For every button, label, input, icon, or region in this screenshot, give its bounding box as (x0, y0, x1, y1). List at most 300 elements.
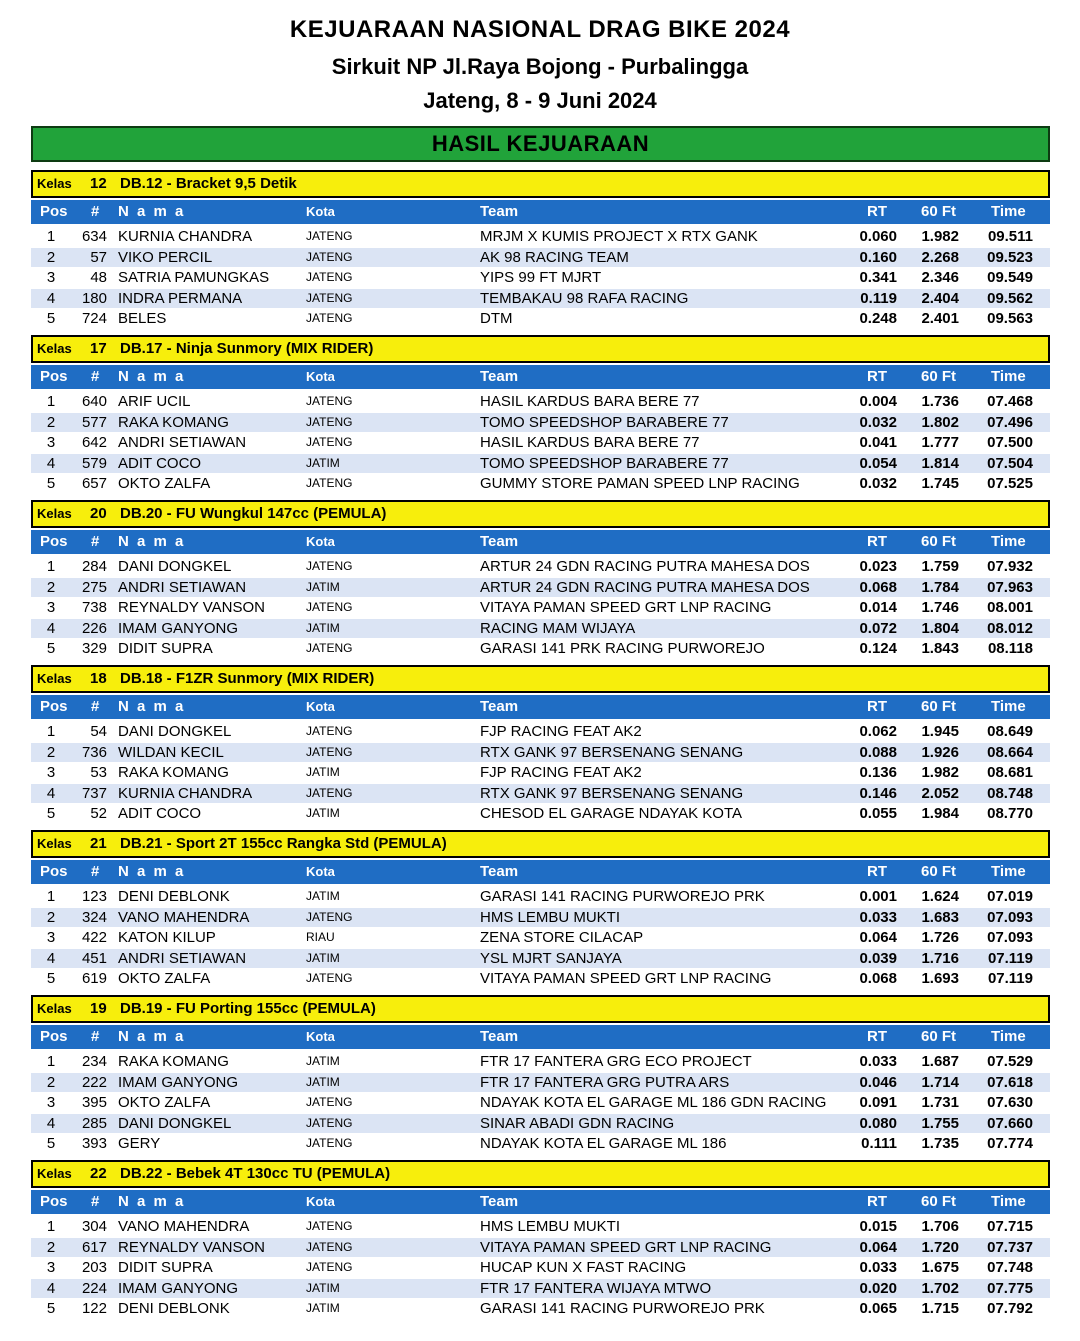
cell-rt: 0.060 (859, 228, 897, 245)
cell-60ft: 1.720 (921, 1238, 959, 1256)
cell-kota: JATENG (306, 909, 353, 924)
cell-rt: 0.055 (859, 805, 897, 822)
cell-time: 07.093 (987, 929, 1033, 946)
result-rows (31, 557, 1050, 660)
cell-kota: JATENG (306, 785, 353, 800)
result-rows (31, 722, 1050, 825)
cell-pos: 1 (46, 393, 56, 410)
cell-pos: 3 (46, 1259, 56, 1276)
cell-time: 07.119 (987, 970, 1033, 987)
col-number: # (91, 533, 100, 550)
class-title: DB.17 - Ninja Sunmory (MIX RIDER) (120, 340, 374, 357)
cell-time: 07.660 (987, 1114, 1033, 1132)
table-row (31, 1279, 1050, 1300)
cell-pos: 1 (46, 558, 56, 575)
cell-kota: JATENG (306, 249, 353, 264)
cell-name: VANO MAHENDRA (118, 908, 250, 926)
col-60ft: 60 Ft (921, 368, 957, 385)
table-row (31, 433, 1050, 454)
table-row (31, 743, 1050, 764)
cell-kota: JATENG (306, 1260, 353, 1274)
table-column-header (31, 1190, 1050, 1214)
cell-team: HASIL KARDUS BARA BERE 77 (480, 393, 700, 410)
class-header-bar (31, 170, 1050, 198)
cell-kota: JATENG (306, 229, 353, 243)
cell-time: 07.775 (987, 1279, 1033, 1297)
cell-kota: JATIM (306, 1301, 340, 1315)
cell-kota: JATENG (306, 971, 353, 985)
cell-name: RAKA KOMANG (118, 764, 229, 781)
page-title: KEJUARAAN NASIONAL DRAG BIKE 2024 (289, 16, 791, 43)
table-row (31, 1299, 1050, 1320)
table-row (31, 1114, 1050, 1135)
cell-time: 08.118 (987, 640, 1033, 657)
cell-name: ADIT COCO (118, 454, 202, 472)
col-team: Team (480, 368, 519, 385)
results-sections (31, 170, 1050, 1325)
cell-team: GARASI 141 PRK RACING PURWOREJO (480, 640, 765, 657)
cell-60ft: 1.726 (921, 929, 959, 946)
cell-team: FTR 17 FANTERA GRG PUTRA ARS (480, 1073, 730, 1091)
cell-pos: 1 (46, 723, 56, 740)
cell-pos: 5 (46, 1300, 56, 1317)
cell-time: 08.748 (987, 784, 1033, 802)
cell-60ft: 1.746 (921, 599, 959, 616)
cell-kota: JATIM (306, 455, 340, 470)
class-header-bar (31, 995, 1050, 1023)
cell-name: REYNALDY VANSON (118, 599, 265, 616)
col-name: N a m a (118, 863, 186, 880)
cell-team: CHESOD EL GARAGE NDAYAK KOTA (480, 805, 743, 822)
table-row (31, 598, 1050, 619)
cell-kota: JATENG (306, 641, 353, 655)
class-header-bar (31, 500, 1050, 528)
table-row (31, 578, 1050, 599)
col-team: Team (480, 1193, 519, 1210)
venue-subtitle: Sirkuit NP Jl.Raya Bojong - Purbalingga (331, 54, 749, 79)
class-number: 22 (90, 1165, 107, 1182)
col-60ft: 60 Ft (921, 863, 957, 880)
cell-time: 08.681 (987, 764, 1033, 781)
cell-60ft: 1.777 (921, 434, 959, 451)
cell-time: 09.549 (987, 269, 1033, 286)
cell-rt: 0.072 (859, 619, 897, 637)
col-number: # (91, 1193, 100, 1210)
class-section (31, 170, 1050, 335)
cell-60ft: 1.736 (921, 393, 959, 410)
cell-60ft: 1.843 (921, 640, 959, 657)
class-number: 17 (90, 340, 107, 357)
col-name: N a m a (118, 698, 186, 715)
cell-team: TOMO SPEEDSHOP BARABERE 77 (480, 454, 729, 472)
cell-rt: 0.064 (859, 929, 897, 946)
cell-name: ARIF UCIL (118, 393, 191, 410)
cell-number: 738 (81, 599, 107, 616)
cell-60ft: 1.745 (921, 475, 959, 492)
cell-kota: JATIM (306, 1280, 340, 1295)
cell-60ft: 1.982 (921, 764, 959, 781)
col-kota: Kota (306, 699, 335, 714)
cell-name: ADIT COCO (118, 805, 202, 822)
cell-60ft: 1.731 (921, 1094, 959, 1111)
cell-name: REYNALDY VANSON (118, 1238, 265, 1256)
cell-time: 07.529 (987, 1053, 1033, 1070)
cell-kota: JATIM (306, 806, 340, 820)
cell-kota: JATIM (306, 889, 340, 903)
cell-team: FTR 17 FANTERA WIJAYA MTWO (480, 1279, 712, 1297)
cell-pos: 3 (46, 599, 56, 616)
class-title: DB.22 - Bebek 4T 130cc TU (PEMULA) (120, 1165, 391, 1182)
class-section (31, 665, 1050, 830)
cell-number: 640 (81, 393, 107, 410)
col-time: Time (991, 203, 1026, 220)
table-row (31, 1217, 1050, 1238)
table-row (31, 763, 1050, 784)
class-section (31, 500, 1050, 665)
cell-number: 724 (81, 310, 107, 327)
col-kota: Kota (306, 864, 335, 879)
cell-name: IMAM GANYONG (118, 1279, 239, 1297)
cell-name: DIDIT SUPRA (118, 640, 213, 657)
cell-pos: 1 (46, 1053, 56, 1070)
cell-time: 07.932 (987, 558, 1033, 575)
cell-60ft: 2.404 (921, 289, 959, 307)
cell-time: 07.504 (987, 454, 1033, 472)
cell-name: DANI DONGKEL (118, 1114, 232, 1132)
cell-name: ANDRI SETIAWAN (118, 949, 247, 967)
cell-kota: JATENG (306, 414, 353, 429)
cell-rt: 0.033 (859, 908, 897, 926)
kelas-label: Kelas (37, 176, 72, 191)
cell-60ft: 1.984 (921, 805, 959, 822)
table-row (31, 1258, 1050, 1279)
col-pos: Pos (40, 1028, 68, 1045)
cell-rt: 0.111 (861, 1135, 897, 1152)
table-column-header (31, 365, 1050, 389)
result-rows (31, 1217, 1050, 1320)
cell-team: HMS LEMBU MUKTI (480, 1218, 621, 1235)
cell-rt: 0.001 (859, 888, 897, 905)
cell-kota: JATENG (306, 1219, 353, 1233)
col-rt: RT (867, 1028, 887, 1045)
cell-rt: 0.088 (859, 743, 897, 761)
result-rows (31, 1052, 1050, 1155)
cell-team: GARASI 141 RACING PURWOREJO PRK (480, 888, 765, 905)
cell-name: KURNIA CHANDRA (118, 784, 253, 802)
cell-kota: JATENG (306, 724, 353, 738)
col-60ft: 60 Ft (921, 1028, 957, 1045)
cell-time: 09.511 (987, 228, 1033, 245)
cell-pos: 4 (46, 1279, 56, 1297)
col-kota: Kota (306, 1194, 335, 1209)
cell-time: 07.093 (987, 908, 1033, 926)
table-row (31, 1093, 1050, 1114)
cell-pos: 5 (46, 1135, 56, 1152)
cell-name: ANDRI SETIAWAN (118, 578, 247, 596)
class-number: 12 (90, 175, 107, 192)
table-row (31, 1134, 1050, 1155)
cell-60ft: 1.982 (921, 228, 959, 245)
cell-pos: 4 (46, 784, 56, 802)
col-team: Team (480, 203, 519, 220)
cell-pos: 2 (46, 743, 56, 761)
cell-team: RACING MAM WIJAYA (480, 619, 636, 637)
table-column-header (31, 860, 1050, 884)
cell-kota: JATIM (306, 765, 340, 779)
cell-number: 393 (81, 1135, 107, 1152)
class-section (31, 1160, 1050, 1325)
cell-rt: 0.032 (859, 413, 897, 431)
cell-pos: 4 (46, 454, 56, 472)
kelas-label: Kelas (37, 1166, 72, 1181)
cell-rt: 0.054 (859, 454, 897, 472)
cell-number: 52 (90, 805, 107, 822)
cell-time: 07.019 (987, 888, 1033, 905)
cell-pos: 2 (46, 1238, 56, 1256)
cell-name: IMAM GANYONG (118, 1073, 239, 1091)
col-rt: RT (867, 533, 887, 550)
table-column-header (31, 695, 1050, 719)
cell-kota: RIAU (306, 930, 335, 944)
cell-60ft: 1.624 (921, 888, 959, 905)
cell-number: 642 (81, 434, 107, 451)
class-number: 20 (90, 505, 107, 522)
cell-time: 07.737 (987, 1238, 1033, 1256)
cell-rt: 0.046 (859, 1073, 897, 1091)
cell-name: RAKA KOMANG (118, 413, 229, 431)
cell-kota: JATENG (306, 1095, 353, 1109)
cell-team: HUCAP KUN X FAST RACING (480, 1259, 687, 1276)
col-number: # (91, 203, 100, 220)
cell-kota: JATENG (306, 600, 353, 614)
table-row (31, 227, 1050, 248)
result-rows (31, 227, 1050, 330)
col-kota: Kota (306, 369, 335, 384)
col-number: # (91, 368, 100, 385)
table-row (31, 784, 1050, 805)
cell-pos: 5 (46, 310, 56, 327)
class-title: DB.20 - FU Wungkul 147cc (PEMULA) (120, 505, 387, 522)
cell-kota: JATENG (306, 394, 353, 408)
table-row (31, 887, 1050, 908)
col-kota: Kota (306, 1029, 335, 1044)
class-section (31, 995, 1050, 1160)
cell-number: 180 (81, 289, 107, 307)
cell-60ft: 1.759 (921, 558, 959, 575)
cell-time: 07.618 (987, 1073, 1033, 1091)
cell-pos: 3 (46, 1094, 56, 1111)
col-rt: RT (867, 203, 887, 220)
cell-number: 222 (81, 1073, 107, 1091)
date-subtitle: Jateng, 8 - 9 Juni 2024 (423, 88, 657, 113)
cell-rt: 0.062 (859, 723, 897, 740)
cell-rt: 0.068 (859, 970, 897, 987)
table-row (31, 557, 1050, 578)
cell-name: VIKO PERCIL (118, 248, 213, 266)
table-row (31, 639, 1050, 660)
cell-60ft: 1.926 (921, 743, 959, 761)
cell-number: 234 (81, 1053, 107, 1070)
cell-time: 08.770 (987, 805, 1033, 822)
cell-number: 285 (81, 1114, 107, 1132)
col-team: Team (480, 533, 519, 550)
kelas-label: Kelas (37, 671, 72, 686)
col-kota: Kota (306, 204, 335, 219)
table-row (31, 248, 1050, 269)
cell-number: 619 (81, 970, 107, 987)
cell-60ft: 1.716 (921, 949, 959, 967)
cell-number: 395 (81, 1094, 107, 1111)
cell-team: SINAR ABADI GDN RACING (480, 1114, 675, 1132)
cell-number: 617 (81, 1238, 107, 1256)
cell-kota: JATENG (306, 311, 353, 325)
cell-name: DANI DONGKEL (118, 723, 232, 740)
cell-name: DANI DONGKEL (118, 558, 232, 575)
cell-pos: 2 (46, 413, 56, 431)
cell-number: 275 (81, 578, 107, 596)
cell-pos: 5 (46, 475, 56, 492)
cell-name: WILDAN KECIL (118, 743, 224, 761)
table-row (31, 1052, 1050, 1073)
col-60ft: 60 Ft (921, 698, 957, 715)
cell-number: 634 (81, 228, 107, 245)
class-section (31, 830, 1050, 995)
class-section (31, 335, 1050, 500)
cell-60ft: 2.052 (921, 784, 959, 802)
cell-pos: 5 (46, 640, 56, 657)
cell-rt: 0.080 (859, 1114, 897, 1132)
cell-pos: 3 (46, 434, 56, 451)
col-60ft: 60 Ft (921, 533, 957, 550)
cell-60ft: 1.706 (921, 1218, 959, 1235)
cell-kota: JATENG (306, 270, 353, 284)
cell-time: 09.563 (987, 310, 1033, 327)
cell-name: SATRIA PAMUNGKAS (118, 269, 270, 286)
cell-60ft: 1.802 (921, 413, 959, 431)
cell-team: FJP RACING FEAT AK2 (480, 764, 642, 781)
col-time: Time (991, 1028, 1026, 1045)
cell-team: YIPS 99 FT MJRT (480, 269, 602, 286)
cell-60ft: 1.804 (921, 619, 959, 637)
cell-number: 122 (81, 1300, 107, 1317)
table-column-header (31, 530, 1050, 554)
result-rows (31, 392, 1050, 495)
col-time: Time (991, 368, 1026, 385)
cell-time: 07.748 (987, 1259, 1033, 1276)
cell-rt: 0.023 (859, 558, 897, 575)
cell-team: MRJM X KUMIS PROJECT X RTX GANK (480, 228, 758, 245)
table-row (31, 268, 1050, 289)
table-row (31, 804, 1050, 825)
kelas-label: Kelas (37, 341, 72, 356)
table-row (31, 392, 1050, 413)
col-pos: Pos (40, 698, 68, 715)
col-name: N a m a (118, 368, 186, 385)
cell-pos: 2 (46, 578, 56, 596)
cell-60ft: 2.268 (921, 248, 959, 266)
cell-number: 304 (81, 1218, 107, 1235)
cell-rt: 0.004 (859, 393, 897, 410)
class-title: DB.21 - Sport 2T 155cc Rangka Std (PEMULA) (120, 835, 447, 852)
cell-team: ZENA STORE CILACAP (480, 929, 644, 946)
results-banner: HASIL KEJUARAAN (31, 126, 1050, 162)
cell-team: GARASI 141 RACING PURWOREJO PRK (480, 1300, 765, 1317)
col-number: # (91, 1028, 100, 1045)
table-row (31, 1238, 1050, 1259)
table-row (31, 413, 1050, 434)
cell-name: OKTO ZALFA (118, 1094, 211, 1111)
cell-60ft: 1.675 (921, 1259, 959, 1276)
cell-rt: 0.020 (859, 1279, 897, 1297)
cell-time: 07.774 (987, 1135, 1033, 1152)
cell-name: INDRA PERMANA (118, 289, 243, 307)
cell-rt: 0.033 (859, 1053, 897, 1070)
cell-name: DENI DEBLONK (118, 1300, 230, 1317)
cell-team: YSL MJRT SANJAYA (480, 949, 622, 967)
cell-kota: JATIM (306, 620, 340, 635)
col-pos: Pos (40, 368, 68, 385)
cell-time: 09.562 (987, 289, 1033, 307)
cell-time: 07.630 (987, 1094, 1033, 1111)
cell-team: VITAYA PAMAN SPEED GRT LNP RACING (480, 1238, 772, 1256)
cell-kota: JATENG (306, 744, 353, 759)
col-number: # (91, 863, 100, 880)
cell-team: RTX GANK 97 BERSENANG SENANG (480, 784, 744, 802)
cell-time: 07.525 (987, 475, 1033, 492)
cell-name: RAKA KOMANG (118, 1053, 229, 1070)
cell-name: IMAM GANYONG (118, 619, 239, 637)
cell-name: GERY (118, 1135, 161, 1152)
cell-rt: 0.248 (859, 310, 897, 327)
cell-number: 53 (90, 764, 107, 781)
col-name: N a m a (118, 533, 186, 550)
cell-pos: 3 (46, 269, 56, 286)
cell-rt: 0.039 (859, 949, 897, 967)
cell-time: 07.468 (987, 393, 1033, 410)
cell-team: FJP RACING FEAT AK2 (480, 723, 642, 740)
cell-rt: 0.041 (859, 434, 897, 451)
cell-60ft: 2.401 (921, 310, 959, 327)
col-team: Team (480, 863, 519, 880)
cell-team: DTM (480, 310, 513, 327)
cell-60ft: 1.693 (921, 970, 959, 987)
cell-pos: 1 (46, 228, 56, 245)
cell-pos: 5 (46, 970, 56, 987)
cell-60ft: 1.784 (921, 578, 959, 596)
col-name: N a m a (118, 203, 186, 220)
cell-rt: 0.014 (859, 599, 897, 616)
col-name: N a m a (118, 1028, 186, 1045)
cell-team: TEMBAKAU 98 RAFA RACING (480, 289, 689, 307)
cell-60ft: 1.715 (921, 1300, 959, 1317)
cell-time: 07.792 (987, 1300, 1033, 1317)
cell-time: 07.496 (987, 413, 1033, 431)
cell-time: 08.664 (987, 743, 1033, 761)
col-name: N a m a (118, 1193, 186, 1210)
cell-name: BELES (118, 310, 167, 327)
col-rt: RT (867, 863, 887, 880)
cell-pos: 3 (46, 764, 56, 781)
cell-60ft: 1.814 (921, 454, 959, 472)
cell-name: OKTO ZALFA (118, 970, 211, 987)
cell-number: 737 (81, 784, 107, 802)
cell-pos: 4 (46, 289, 56, 307)
cell-name: DIDIT SUPRA (118, 1259, 213, 1276)
cell-time: 08.012 (987, 619, 1033, 637)
cell-kota: JATENG (306, 290, 353, 305)
col-team: Team (480, 1028, 519, 1045)
table-row (31, 454, 1050, 475)
